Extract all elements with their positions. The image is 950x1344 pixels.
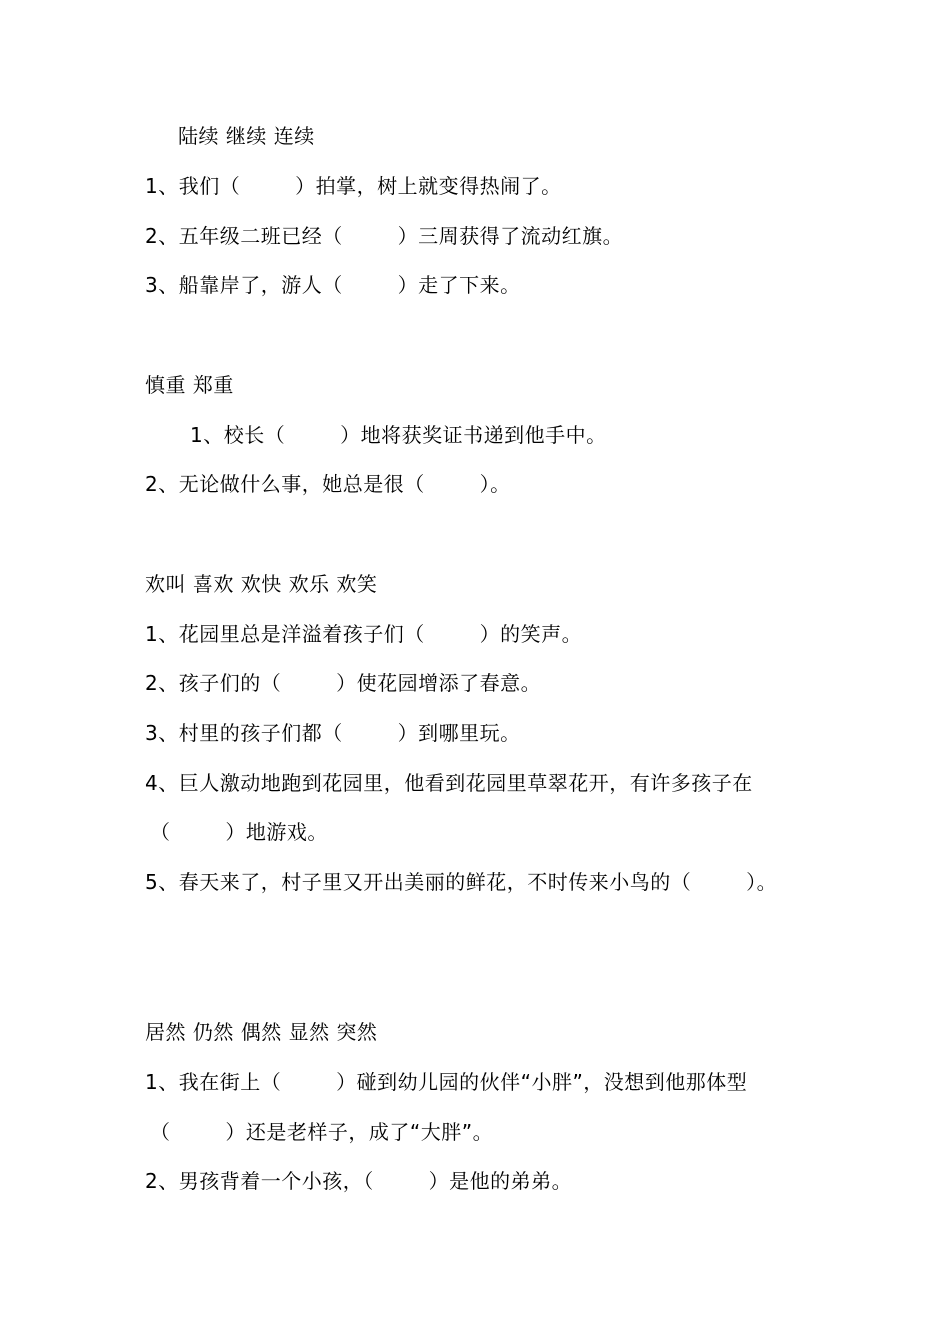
word-bank-3: 欢叫 喜欢 欢快 欢乐 欢笑 <box>145 572 378 596</box>
question-1-3: 3、船靠岸了，游人（ ）走了下来。 <box>145 273 521 297</box>
question-4-1-cont: （ ）还是老样子，成了“大胖”。 <box>150 1120 494 1144</box>
question-4-2: 2、男孩背着一个小孩，（ ）是他的弟弟。 <box>145 1169 573 1193</box>
question-2-2: 2、无论做什么事，她总是很（ ）。 <box>145 472 511 496</box>
word-bank-1: 陆续 继续 连续 <box>178 124 315 148</box>
question-3-4: 4、巨人激动地跑到花园里，他看到花园里草翠花开，有许多孩子在 <box>145 771 753 795</box>
question-3-4-cont: （ ）地游戏。 <box>150 820 328 844</box>
question-3-3: 3、村里的孩子们都（ ）到哪里玩。 <box>145 721 521 745</box>
question-2-1: 1、校长（ ）地将获奖证书递到他手中。 <box>190 423 607 447</box>
word-bank-4: 居然 仍然 偶然 显然 突然 <box>145 1020 378 1044</box>
question-3-2: 2、孩子们的（ ）使花园增添了春意。 <box>145 671 542 695</box>
question-1-1: 1、我们（ ）拍掌，树上就变得热闹了。 <box>145 174 562 198</box>
question-3-5: 5、春天来了，村子里又开出美丽的鲜花，不时传来小鸟的（ ）。 <box>145 870 778 894</box>
question-1-2: 2、五年级二班已经（ ）三周获得了流动红旗。 <box>145 224 624 248</box>
question-3-1: 1、花园里总是洋溢着孩子们（ ）的笑声。 <box>145 622 583 646</box>
question-4-1: 1、我在街上（ ）碰到幼儿园的伙伴“小胖”，没想到他那体型 <box>145 1070 748 1094</box>
word-bank-2: 慎重 郑重 <box>145 373 234 397</box>
